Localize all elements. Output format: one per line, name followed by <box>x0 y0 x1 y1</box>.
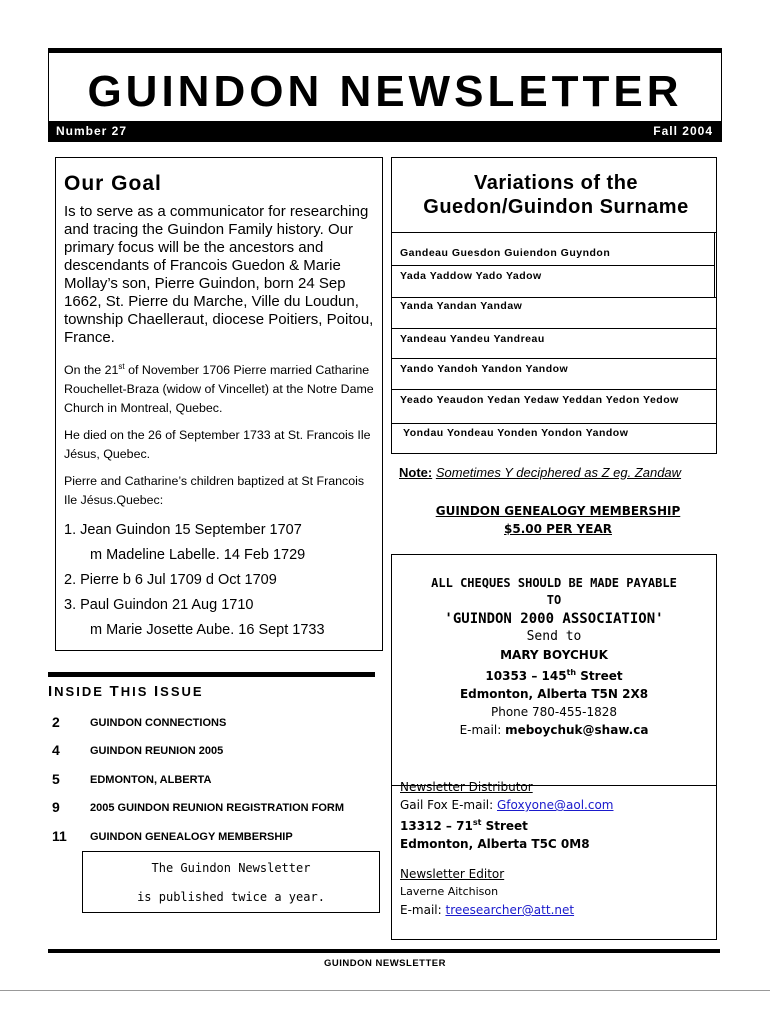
publication-box <box>82 851 380 913</box>
cheque-instructions <box>392 575 716 609</box>
variation-names: Yanda Yandan Yandaw <box>400 300 523 312</box>
divider <box>392 423 716 424</box>
email-label: E-mail: <box>459 723 506 737</box>
editor-title: Newsletter Editor <box>400 867 505 881</box>
toc-page: 9 <box>52 799 60 816</box>
goal-children-intro: Pierre and Catharine’s children baptized at St Francois Ile Jésus.Quebec: <box>64 474 365 508</box>
recipient-email[interactable]: meboychuk@shaw.ca <box>505 723 649 737</box>
toc-page: 4 <box>52 742 60 759</box>
toc-row[interactable] <box>48 742 378 770</box>
variations-title-line: Variations of the <box>473 172 639 194</box>
divider <box>714 232 715 298</box>
variation-names: Yandeau Yandeu Yandreau <box>400 333 545 345</box>
divider <box>392 297 716 298</box>
inside-title-part: I <box>48 683 55 700</box>
recipient-email-line <box>392 721 716 739</box>
page-bottom-line <box>0 990 770 991</box>
variation-names: Gandeau Guesdon Guiendon Guyndon <box>400 247 611 259</box>
editor-email-line <box>400 901 708 919</box>
toc-page: 5 <box>52 770 60 787</box>
send-to-label: Send to <box>526 629 582 644</box>
divider <box>392 232 716 233</box>
divider <box>392 358 716 359</box>
cheque-line: TO <box>546 593 562 607</box>
recipient-street <box>392 664 716 685</box>
recipient-phone: Phone 780-455-1828 <box>491 705 617 719</box>
distributor-contact <box>400 796 708 814</box>
toc-page: 11 <box>52 827 67 844</box>
editor-email-link[interactable]: treesearcher@att.net <box>445 903 575 917</box>
distributor-street <box>400 814 708 835</box>
goal-death-paragraph: He died on the 26 of September 1733 at St. Francois Ile Jésus, Quebec. <box>64 428 371 462</box>
street-sup: th <box>566 668 577 677</box>
divider <box>392 265 714 266</box>
child-item: 1. Jean Guindon 15 September 1707 <box>64 522 302 539</box>
footer-rule <box>48 949 720 953</box>
toc-page: 2 <box>52 714 60 730</box>
variation-names: Yada Yaddow Yado Yadow <box>400 270 542 282</box>
variation-names: Yondau Yondeau Yonden Yondon Yandow <box>403 427 629 439</box>
footer-text: GUINDON NEWSLETTER <box>324 958 446 969</box>
toc-label: 2005 GUINDON REUNION REGISTRATION FORM <box>90 802 345 815</box>
inside-title-part: SSUE <box>160 684 204 699</box>
variation-note <box>399 465 681 480</box>
goal-para1-sup: st <box>118 362 125 371</box>
inside-rule <box>48 672 375 677</box>
goal-para1-pre: On the 21 <box>64 363 119 378</box>
email-label: E-mail: <box>400 903 446 917</box>
child-marriage: m Madeline Labelle. 14 Feb 1729 <box>90 547 306 564</box>
note-label: Note: <box>399 465 433 480</box>
pub-line: is published twice a year. <box>137 890 325 904</box>
inside-issue-title <box>48 683 204 700</box>
issue-number: Number 27 <box>56 124 128 138</box>
recipient-city: Edmonton, Alberta T5N 2X8 <box>459 687 649 701</box>
distributor-box <box>391 768 717 940</box>
variation-names: Yeado Yeaudon Yedan Yedaw Yeddan Yedon Yedow <box>400 394 679 406</box>
street-sup: st <box>472 818 482 827</box>
divider <box>392 328 716 329</box>
goal-lead: Is to serve as a communicator for researching and tracing the Guindon Family history. Our primary focus will be the ancestors and descendants of Francois Guedon & Marie Mollay’s son, Pierre Guindon, born 24 Sep 1662, St. Pierre du Marche, Ville du Loudun, township Chaelleraut, diocese Poitiers, Poitou, France. <box>64 203 374 346</box>
pub-line: The Guindon Newsletter <box>151 861 311 875</box>
cheque-box <box>391 554 717 786</box>
inside-title-part: NSIDE <box>54 684 110 699</box>
newsletter-title: GUINDON NEWSLETTER <box>87 67 683 116</box>
variation-names: Yando Yandoh Yandon Yandow <box>400 363 569 375</box>
membership-price: $5.00 PER YEAR <box>504 522 612 536</box>
issue-bar <box>49 121 721 141</box>
street-post: Street <box>576 669 623 683</box>
distributor-title: Newsletter Distributor <box>400 780 533 794</box>
membership-heading <box>395 502 721 538</box>
masthead <box>48 48 722 142</box>
table-of-contents <box>48 714 378 856</box>
goal-para1-post: of November 1706 Pierre married Catharine Rouchellet-Braza (widow of Vincellet) at the Notre Dame Church in Montreal, Quebec. <box>64 363 374 416</box>
issue-season: Fall 2004 <box>653 124 713 138</box>
variations-title-line: Guedon/Guindon Surname <box>423 196 689 218</box>
note-text: Sometimes Y deciphered as Z eg. Zandaw <box>435 465 682 480</box>
inside-title-part: T <box>109 683 121 700</box>
membership-title: GUINDON GENEALOGY MEMBERSHIP <box>435 504 681 518</box>
street-post: Street <box>481 819 528 833</box>
inside-title-part: HIS <box>120 684 154 699</box>
mailing-address <box>392 646 716 703</box>
child-item: 3. Paul Guindon 21 Aug 1710 <box>64 597 254 614</box>
divider <box>392 389 716 390</box>
goal-marriage-paragraph <box>64 357 374 418</box>
toc-label: GUINDON GENEALOGY MEMBERSHIP <box>90 830 293 843</box>
child-marriage: m Marie Josette Aube. 16 Sept 1733 <box>90 622 325 639</box>
toc-row[interactable] <box>48 799 378 827</box>
editor-name: Laverne Aitchison <box>400 885 499 898</box>
association-name: 'GUINDON 2000 ASSOCIATION' <box>444 611 664 627</box>
child-item: 2. Pierre b 6 Jul 1709 d Oct 1709 <box>64 572 277 589</box>
cheque-line: ALL CHEQUES SHOULD BE MADE PAYABLE <box>431 576 677 590</box>
children-list <box>64 518 374 643</box>
inside-title-part: I <box>153 683 161 700</box>
distributor-email-link[interactable]: Gfoxyone@aol.com <box>496 798 614 812</box>
variations-title <box>390 171 722 219</box>
toc-label: GUINDON REUNION 2005 <box>90 745 224 758</box>
distributor-name: Gail Fox E-mail: <box>400 798 497 812</box>
toc-label: GUINDON CONNECTIONS <box>90 717 227 729</box>
toc-label: EDMONTON, ALBERTA <box>90 773 212 786</box>
goal-heading: Our Goal <box>64 172 162 195</box>
street-pre: 13312 – 71 <box>400 819 473 833</box>
recipient-name: MARY BOYCHUK <box>500 648 608 662</box>
street-pre: 10353 – 145 <box>485 669 567 683</box>
toc-row[interactable] <box>48 771 378 799</box>
toc-row[interactable] <box>48 714 378 742</box>
our-goal-box <box>55 157 383 651</box>
distributor-city: Edmonton, Alberta T5C 0M8 <box>400 837 590 851</box>
contact-info <box>392 703 716 739</box>
